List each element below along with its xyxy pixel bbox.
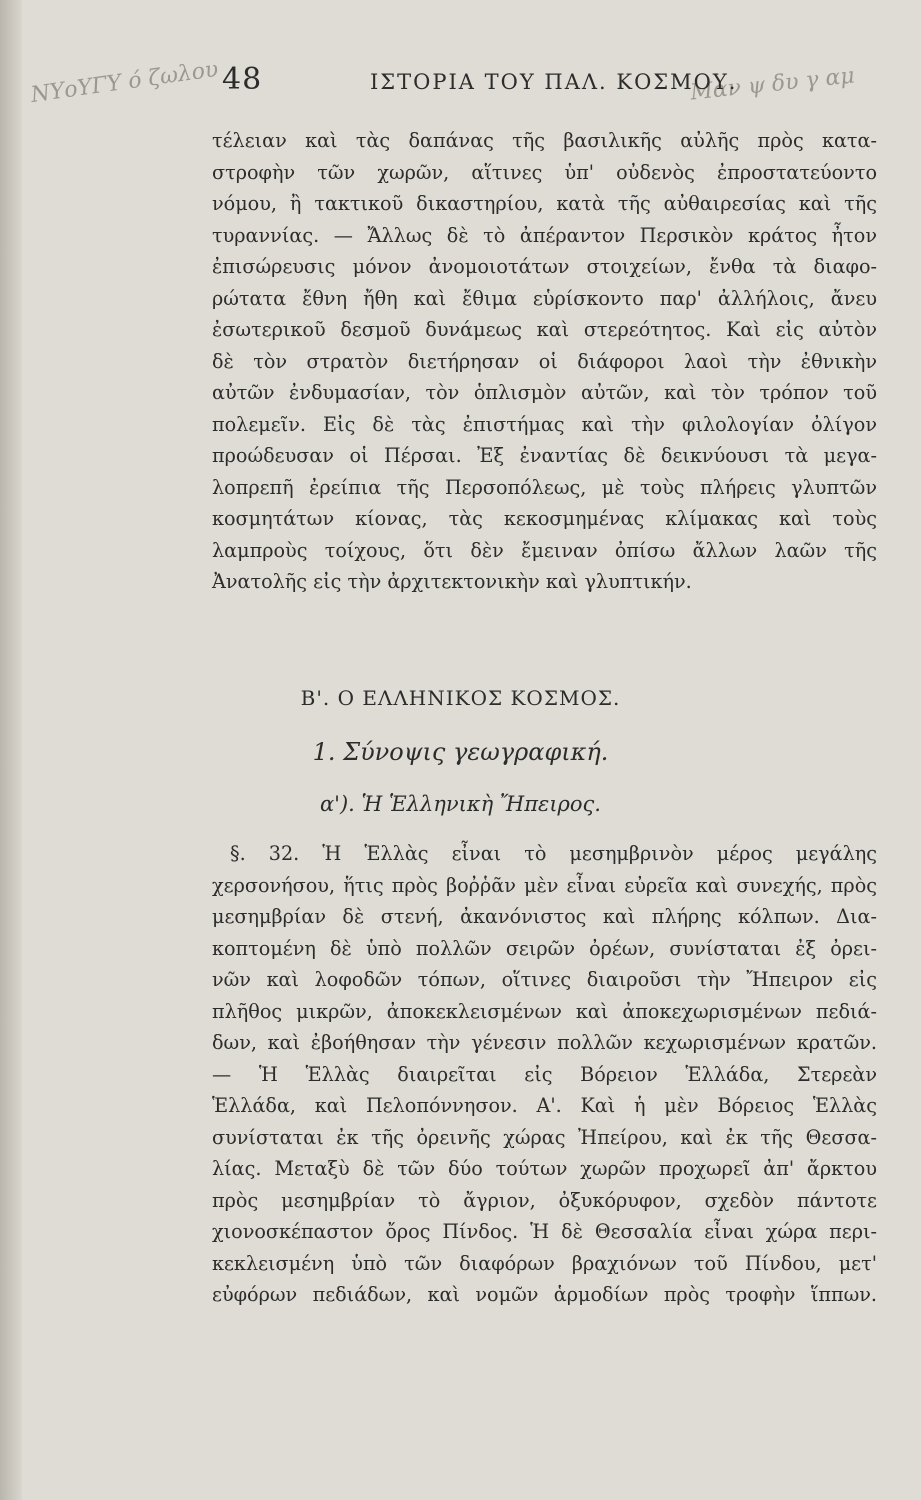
text-line: πρὸς μεσημβρίαν τὸ ἄγριον, ὀξυκόρυφον, σχεδὸν πάντοτε <box>212 1188 877 1212</box>
margin-note-top-right: Μαν ψ δυ γ αμ <box>689 63 856 106</box>
text-line: συνίσταται ἐκ τῆς ὀρεινῆς χώρας Ἠπείρου, καὶ ἐκ τῆς Θεσσα- <box>212 1125 877 1149</box>
text-line: κεκλεισμένη ὑπὸ τῶν διαφόρων βραχιόνων τοῦ Πίνδου, μετ' <box>212 1251 877 1275</box>
text-line: πλῆθος μικρῶν, ἀποκεκλεισμένων καὶ ἀποκεχωρισμένων πεδιά- <box>212 999 877 1023</box>
text-line: χερσονήσου, ἥτις πρὸς βοῤῥᾶν μὲν εἶναι εὐρεῖα καὶ συνεχής, πρὸς <box>212 873 877 897</box>
text-line: λοπρεπῆ ἐρείπια τῆς Περσοπόλεως, μὲ τοὺς πλήρεις γλυπτῶν <box>212 475 877 499</box>
page-number: 48 <box>222 62 263 97</box>
margin-note-top-left: ΝΥοΥΓΥ ό ζωλου <box>29 56 220 109</box>
text-line: δων, καὶ ἐβοήθησαν τὴν γένεσιν πολλῶν κεχωρισμένων κρατῶν. <box>212 1031 877 1054</box>
text-line: προώδευσαν οἱ Πέρσαι. Ἐξ ἐναντίας δὲ δεικνύουσι τὰ μεγα- <box>212 444 877 467</box>
text-line: εὐφόρων πεδιάδων, καὶ νομῶν ἁρμοδίων πρὸς τροφὴν ἵππων. <box>212 1283 877 1306</box>
text-line: στροφὴν τῶν χωρῶν, αἵτινες ὑπ' οὐδενὸς ἐπροστατεύοντο <box>212 160 877 184</box>
text-line: πολεμεῖν. Εἰς δὲ τὰς ἐπιστήμας καὶ τὴν φιλολογίαν ὀλίγον <box>212 412 877 436</box>
text-line: τέλειαν καὶ τὰς δαπάνας τῆς βασιλικῆς αὐλῆς πρὸς κατα- <box>212 129 877 152</box>
text-line: λίας. Μεταξὺ δὲ τῶν δύο τούτων χωρῶν προχωρεῖ ἀπ' ἄρκτου <box>212 1157 877 1180</box>
text-line: λαμπροὺς τοίχους, ὅτι δὲν ἔμειναν ὀπίσω ἄλλων λαῶν τῆς <box>212 538 877 562</box>
text-line: αὐτῶν ἐνδυμασίαν, τὸν ὁπλισμὸν αὐτῶν, καὶ τὸν τρόπον τοῦ <box>212 381 877 404</box>
sub-sub-heading: α'). Ἡ Ἑλληνικὴ Ἤπειρος. <box>320 792 601 816</box>
text-line: ἐπισώρευσις μόνον ἀνομοιοτάτων στοιχείων, ἔνθα τὰ διαφο- <box>212 255 877 278</box>
text-line: κοσμητάτων κίονας, τὰς κεκοσμημένας κλίμακας καὶ τοὺς <box>212 507 877 530</box>
text-line: μεσημβρίαν δὲ στενή, ἀκανόνιστος καὶ πλήρης κόλπων. Δια- <box>212 905 877 928</box>
text-line: Ἑλλάδα, καὶ Πελοπόννησον. Α'. Καὶ ἡ μὲν Βόρειος Ἑλλὰς <box>212 1094 877 1117</box>
text-line: κοπτομένη δὲ ὑπὸ πολλῶν σειρῶν ὀρέων, συνίσταται ἐξ ὀρει- <box>212 936 877 960</box>
text-line: τυραννίας. — Ἄλλως δὲ τὸ ἀπέραντον Περσικὸν κράτος ἦτον <box>212 223 877 247</box>
text-line: χιονοσκέπαστον ὄρος Πίνδος. Ἡ δὲ Θεσσαλία εἶναι χώρα περι- <box>212 1220 877 1243</box>
paragraph-1 <box>212 125 877 598</box>
section-heading: Β'. Ο ΕΛΛΗΝΙΚΟΣ ΚΟΣΜΟΣ. <box>300 686 621 710</box>
text-line: ἐσωτερικοῦ δεσμοῦ δυνάμεως καὶ στερεότητος. Καὶ εἰς αὐτὸν <box>212 318 877 341</box>
running-title: ΙΣΤΟΡΙΑ ΤΟΥ ΠΑΛ. ΚΟΣΜΟΥ. <box>370 70 738 94</box>
text-line: — Ἡ Ἑλλὰς διαιρεῖται εἰς Βόρειον Ἑλλάδα, Στερεὰν <box>212 1062 877 1086</box>
page-header <box>0 62 921 102</box>
text-line: νῶν καὶ λοφοδῶν τόπων, οἵτινες διαιροῦσι τὴν Ἤπειρον εἰς <box>212 968 877 991</box>
text-line: §. 32. Ἡ Ἑλλὰς εἶναι τὸ μεσημβρινὸν μέρος μεγάλης <box>230 842 877 865</box>
paragraph-2 <box>212 838 877 1311</box>
text-line: δὲ τὸν στρατὸν διετήρησαν οἱ διάφοροι λαοὶ τὴν ἐθνικὴν <box>212 349 877 373</box>
text-line: ρώτατα ἔθνη ἤθη καὶ ἔθιμα εὑρίσκοντο παρ' ἀλλήλοις, ἄνευ <box>212 286 877 310</box>
text-line: νόμου, ἢ τακτικοῦ δικαστηρίου, κατὰ τῆς αὐθαιρεσίας καὶ τῆς <box>212 192 877 215</box>
text-line: Ἀνατολῆς εἰς τὴν ἀρχιτεκτονικὴν καὶ γλυπτικήν. <box>212 570 692 593</box>
sub-heading: 1. Σύνοψις γεωγραφική. <box>312 738 609 766</box>
